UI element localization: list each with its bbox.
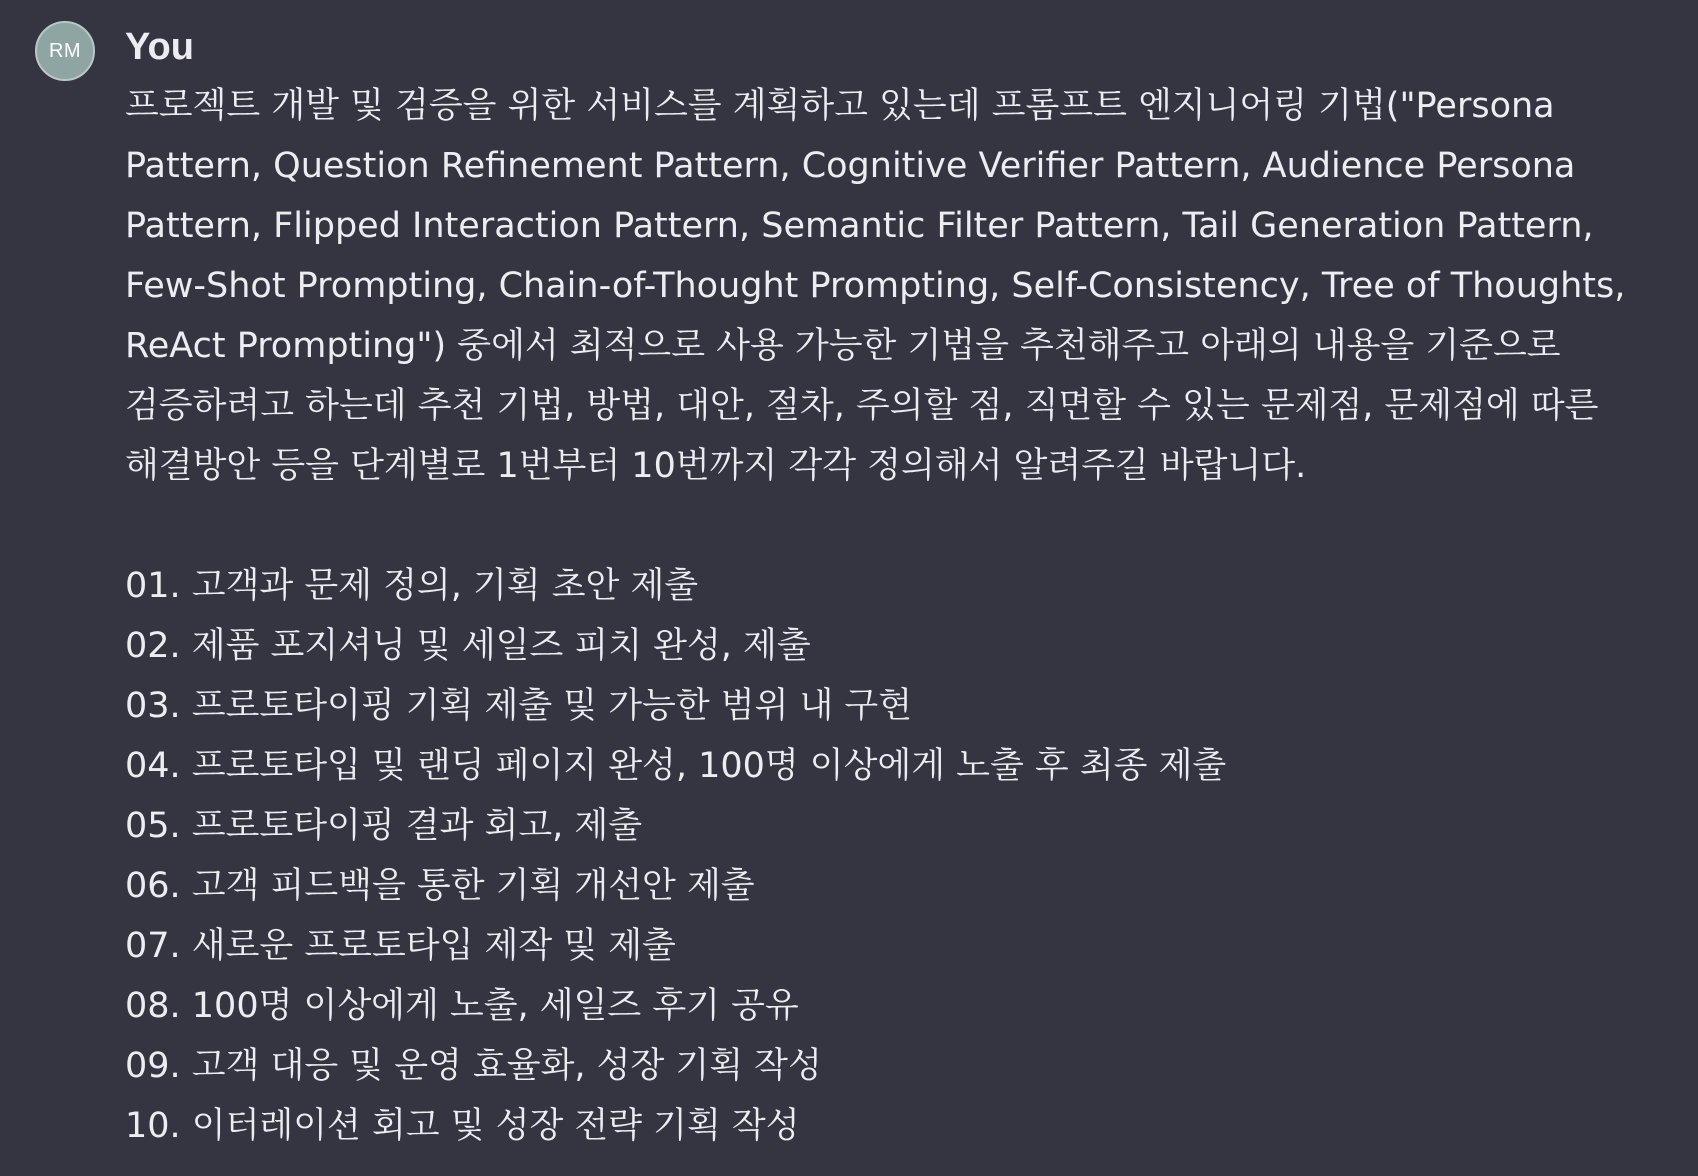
- criteria-list: [125, 556, 1670, 1156]
- criteria-item-09: 09. 고객 대응 및 운영 효율화, 성장 기획 작성: [125, 1046, 822, 1086]
- criteria-item-03: 03. 프로토타이핑 기획 제출 및 가능한 범위 내 구현: [125, 686, 913, 726]
- criteria-item-05: 05. 프로토타이핑 결과 회고, 제출: [125, 806, 643, 846]
- criteria-item-10: 10. 이터레이션 회고 및 성장 전략 기획 작성: [125, 1106, 800, 1146]
- message-content: [125, 76, 1670, 1156]
- criteria-item-02: 02. 제품 포지셔닝 및 세일즈 피치 완성, 제출: [125, 626, 811, 666]
- criteria-item-07: 07. 새로운 프로토타입 제작 및 제출: [125, 926, 676, 966]
- criteria-item-08: 08. 100명 이상에게 노출, 세일즈 후기 공유: [125, 986, 799, 1026]
- criteria-item-06: 06. 고객 피드백을 통한 기획 개선안 제출: [125, 866, 755, 906]
- prompt-text: 프로젝트 개발 및 검증을 위한 서비스를 계획하고 있는데 프롬프트 엔지니어링 기법("Persona Pattern, Question Refinement Pattern, Cognitive Verifier Pattern, Audience Persona Pattern, Flipped Interaction Pattern, Semantic Filter Pattern, Tail Generation Pattern, Few-Shot Prompting, Chain-of-Thought Prompting, Self-Consistency, Tree of Thoughts, ReAct Prompting") 중에서 최적으로 사용 가능한 기법을 추천해주고 아래의 내용을 기준으로 검증하려고 하는데 추천 기법, 방법, 대안, 절차, 주의할 점, 직면할 수 있는 문제점, 문제점에 따른 해결방안 등을 단계별로 1번부터 10번까지 각각 정의해서 알려주길 바랍니다.: [125, 86, 1626, 486]
- avatar: RM: [35, 21, 95, 81]
- criteria-item-01: 01. 고객과 문제 정의, 기획 초안 제출: [125, 566, 699, 606]
- criteria-item-04: 04. 프로토타입 및 랜딩 페이지 완성, 100명 이상에게 노출 후 최종 제출: [125, 746, 1227, 786]
- message-author: You: [125, 26, 194, 68]
